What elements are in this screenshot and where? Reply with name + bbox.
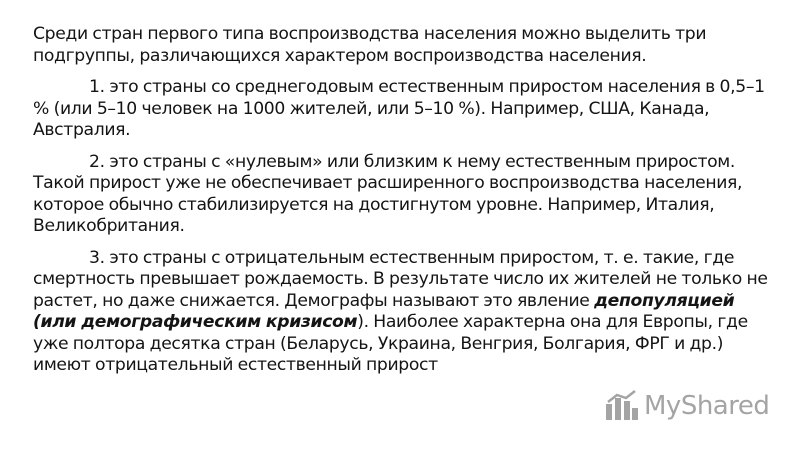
paragraph-2-text: . это страны с «нулевым» или близким к нему естественным приростом. Такой прирост уже не обеспечивает расширенного воспроизводства населения, которое обычно стабилизируется на достигнутом уровне. Например, Италия, Великобритания. bbox=[33, 151, 743, 236]
paragraph-1 bbox=[33, 77, 778, 142]
paragraph-2 bbox=[33, 152, 778, 238]
paragraph-1-text: . это страны со среднегодовым естественным приростом населения в 0,5–1 % (или 5–10 человек на 1000 жителей, или 5–10 %). Например, США, Канада, Австралия. bbox=[33, 77, 765, 140]
paragraph-2-number: 2 bbox=[89, 151, 100, 172]
intro-paragraph: Среди стран первого типа воспроизводства населения можно выделить три подгруппы, различающихся характером воспроизводства населения. bbox=[33, 24, 707, 66]
text-block bbox=[33, 24, 778, 377]
watermark bbox=[604, 389, 769, 423]
watermark-text: MyShared bbox=[644, 391, 770, 421]
paragraph-3-text-a: . это страны с отрицательным естественным приростом, т. е. такие, где смертность превышает рождаемость. В результате число их жителей не только не растет, но даже снижается. Демографы называют это явление bbox=[33, 247, 768, 311]
paragraph-3 bbox=[33, 248, 778, 377]
paragraph-3-number: 3 bbox=[89, 247, 100, 268]
paragraph-3-text-b: ). Наиболее характерна она для Европы, где уже полтора десятка стран (Беларусь, Украина, Венгрия, Болгария, ФРГ и др.) имеют отрицательный естественный прирост bbox=[33, 312, 748, 375]
bar-chart-logo-icon bbox=[604, 390, 640, 422]
paragraph-1-number: 1 bbox=[89, 77, 100, 97]
paragraph-3-emphasis: депопуляцией (или демографическим кризисом bbox=[33, 290, 735, 332]
